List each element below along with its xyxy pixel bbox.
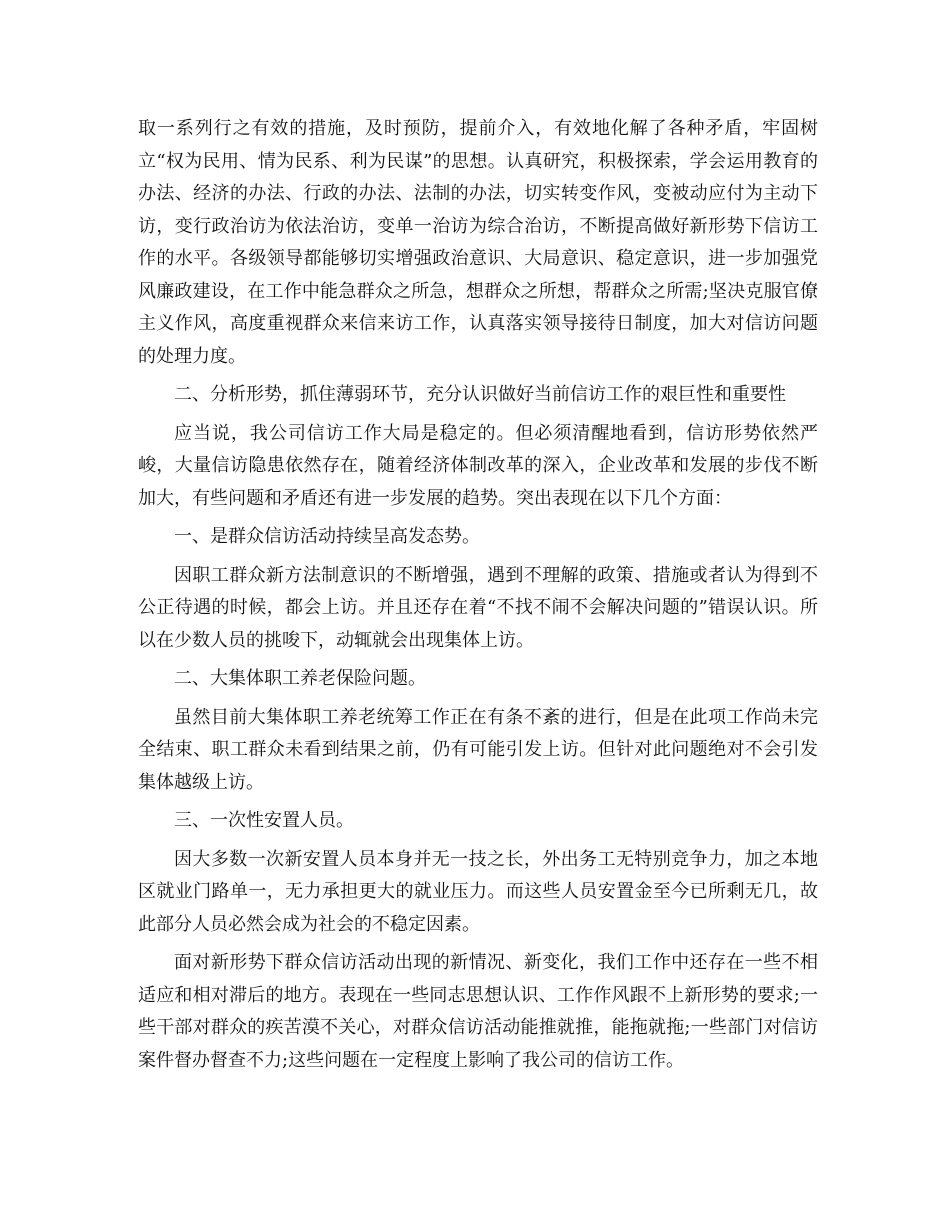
subheading-6: 二、大集体职工养老保险问题。	[174, 668, 426, 689]
paragraph-1: 取一系列行之有效的措施，及时预防，提前介入，有效地化解了各种矛盾，牢固树立“权为民用、情为民系、利为民谋”的思想。认真研究，积极探索，学会运用教育的办法、经济的办法、行政的办法、法制的办法，切实转变作风，变被动应付为主动下访，变行政治访为依法治访，变单一治访为综合治访，不断提高做好新形势下信访工作的水平。各级领导都能够切实增强政治意识、大局意识、稳定意识，进一步加强党风廉政建设，在工作中能急群众之所急，想群众之所想，帮群众之所需;坚决克服官僚主义作风，高度重视群众来信来访工作，认真落实领导接待日制度，加大对信访问题的处理力度。	[138, 118, 818, 367]
paragraph-5: 因职工群众新方法制意识的不断增强，遇到不理解的政策、措施或者认为得到不公正待遇的时候，都会上访。并且还存在着“不找不闹不会解决问题的”错误认识。所以在少数人员的挑唆下，动辄就会出现集体上访。	[138, 564, 818, 651]
paragraph-9: 因大多数一次新安置人员本身并无一技之长，外出务工无特别竞争力，加之本地区就业门路单一，无力承担更大的就业压力。而这些人员安置金至今已所剩无几，故此部分人员必然会成为社会的不稳定因素。	[138, 848, 818, 935]
paragraph-7: 虽然目前大集体职工养老统筹工作正在有条不紊的进行，但是在此项工作尚未完全结束、职工群众未看到结果之前，仍有可能引发上访。但针对此问题绝对不会引发集体越级上访。	[138, 706, 818, 793]
section-heading-2: 二、分析形势，抓住薄弱环节，充分认识做好当前信访工作的艰巨性和重要性	[174, 384, 786, 405]
subheading-4: 一、是群众信访活动持续呈高发态势。	[174, 526, 480, 547]
subheading-8: 三、一次性安置人员。	[174, 810, 354, 831]
paragraph-10: 面对新形势下群众信访活动出现的新情况、新变化，我们工作中还存在一些不相适应和相对滞后的地方。表现在一些同志思想认识、工作作风跟不上新形势的要求;一些干部对群众的疾苦漠不关心，对群众信访活动能推就推，能拖就拖;一些部门对信访案件督办督查不力;这些问题在一定程度上影响了我公司的信访工作。	[138, 952, 818, 1071]
paragraph-3: 应当说，我公司信访工作大局是稳定的。但必须清醒地看到，信访形势依然严峻，大量信访隐患依然存在，随着经济体制改革的深入，企业改革和发展的步伐不断加大，有些问题和矛盾还有进一步发展的趋势。突出表现在以下几个方面：	[138, 422, 818, 509]
document-page	[138, 113, 818, 1083]
